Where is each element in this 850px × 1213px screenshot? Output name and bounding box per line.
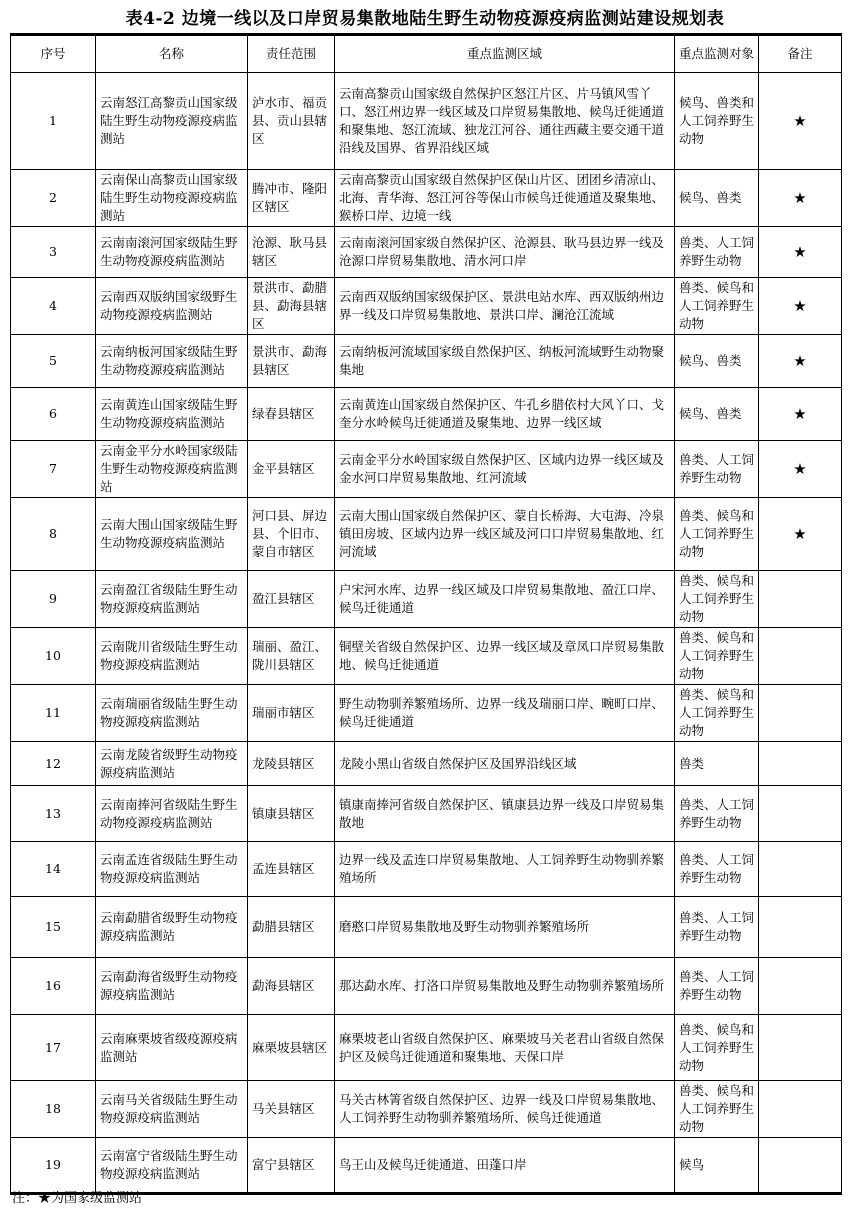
table-row xyxy=(11,388,842,441)
table-row xyxy=(11,335,842,388)
cell-remark: ★ xyxy=(759,278,842,335)
cell-area: 野生动物驯养繁殖场所、边界一线及瑞丽口岸、畹町口岸、候鸟迁徙通道 xyxy=(335,685,675,742)
cell-no: 18 xyxy=(11,1081,96,1138)
table-row xyxy=(11,842,842,897)
cell-area: 云南金平分水岭国家级自然保护区、区域内边界一线区域及金水河口岸贸易集散地、红河流域 xyxy=(335,441,675,498)
table-row xyxy=(11,227,842,278)
cell-remark xyxy=(759,742,842,786)
cell-target: 兽类、候鸟和人工饲养野生动物 xyxy=(675,571,759,628)
cell-target: 候鸟 xyxy=(675,1138,759,1194)
table-row xyxy=(11,571,842,628)
cell-area: 云南高黎贡山国家级自然保护区保山片区、团团乡清凉山、北海、青华海、怒江河谷等保山市候鸟迁徙通道及聚集地、猴桥口岸、边境一线 xyxy=(335,170,675,227)
cell-name: 云南麻栗坡省级疫源疫病监测站 xyxy=(96,1015,248,1081)
header-row xyxy=(11,35,842,73)
table-row xyxy=(11,170,842,227)
header-remark: 备注 xyxy=(759,35,842,73)
header-target: 重点监测对象 xyxy=(675,35,759,73)
cell-name: 云南盈江省级陆生野生动物疫源疫病监测站 xyxy=(96,571,248,628)
cell-name: 云南勐海省级野生动物疫源疫病监测站 xyxy=(96,958,248,1015)
table-row xyxy=(11,73,842,170)
cell-name: 云南陇川省级陆生野生动物疫源疫病监测站 xyxy=(96,628,248,685)
cell-scope: 景洪市、勐腊县、勐海县辖区 xyxy=(248,278,335,335)
cell-remark: ★ xyxy=(759,227,842,278)
cell-target: 兽类、人工饲养野生动物 xyxy=(675,786,759,842)
cell-target: 兽类、人工饲养野生动物 xyxy=(675,441,759,498)
cell-remark: ★ xyxy=(759,170,842,227)
table-note: 注：★为国家级监测站 xyxy=(12,1191,143,1206)
cell-no: 4 xyxy=(11,278,96,335)
cell-scope: 麻栗坡县辖区 xyxy=(248,1015,335,1081)
cell-name: 云南保山高黎贡山国家级陆生野生动物疫源疫病监测站 xyxy=(96,170,248,227)
cell-no: 16 xyxy=(11,958,96,1015)
cell-no: 1 xyxy=(11,73,96,170)
cell-target: 候鸟、兽类 xyxy=(675,335,759,388)
cell-no: 9 xyxy=(11,571,96,628)
table-row xyxy=(11,897,842,958)
cell-area: 鸟王山及候鸟迁徙通道、田蓬口岸 xyxy=(335,1138,675,1194)
cell-scope: 瑞丽、盈江、陇川县辖区 xyxy=(248,628,335,685)
cell-remark xyxy=(759,1015,842,1081)
cell-target: 兽类 xyxy=(675,742,759,786)
table-row xyxy=(11,278,842,335)
cell-no: 10 xyxy=(11,628,96,685)
cell-scope: 金平县辖区 xyxy=(248,441,335,498)
cell-area: 麻栗坡老山省级自然保护区、麻栗坡马关老君山省级自然保护区及候鸟迁徙通道和聚集地、天保口岸 xyxy=(335,1015,675,1081)
cell-scope: 勐海县辖区 xyxy=(248,958,335,1015)
table-row xyxy=(11,628,842,685)
cell-scope: 勐腊县辖区 xyxy=(248,897,335,958)
cell-name: 云南黄连山国家级陆生野生动物疫源疫病监测站 xyxy=(96,388,248,441)
cell-area: 云南纳板河流域国家级自然保护区、纳板河流域野生动物聚集地 xyxy=(335,335,675,388)
cell-area: 镇康南捧河省级自然保护区、镇康县边界一线及口岸贸易集散地 xyxy=(335,786,675,842)
cell-target: 兽类、候鸟和人工饲养野生动物 xyxy=(675,1015,759,1081)
cell-name: 云南金平分水岭国家级陆生野生动物疫源疫病监测站 xyxy=(96,441,248,498)
cell-scope: 绿春县辖区 xyxy=(248,388,335,441)
cell-no: 5 xyxy=(11,335,96,388)
cell-scope: 河口县、屏边县、个旧市、蒙自市辖区 xyxy=(248,498,335,571)
cell-scope: 泸水市、福贡县、贡山县辖区 xyxy=(248,73,335,170)
cell-name: 云南西双版纳国家级野生动物疫源疫病监测站 xyxy=(96,278,248,335)
cell-scope: 龙陵县辖区 xyxy=(248,742,335,786)
header-area: 重点监测区域 xyxy=(335,35,675,73)
cell-no: 13 xyxy=(11,786,96,842)
cell-area: 龙陵小黑山省级自然保护区及国界沿线区域 xyxy=(335,742,675,786)
table-row xyxy=(11,441,842,498)
cell-area: 磨憨口岸贸易集散地及野生动物驯养繁殖场所 xyxy=(335,897,675,958)
cell-name: 云南富宁省级陆生野生动物疫源疫病监测站 xyxy=(96,1138,248,1194)
cell-name: 云南勐腊省级野生动物疫源疫病监测站 xyxy=(96,897,248,958)
cell-area: 云南大围山国家级自然保护区、蒙自长桥海、大屯海、冷泉镇田房坡、区域内边界一线区域及河口口岸贸易集散地、红河流域 xyxy=(335,498,675,571)
cell-no: 8 xyxy=(11,498,96,571)
cell-scope: 盈江县辖区 xyxy=(248,571,335,628)
cell-no: 3 xyxy=(11,227,96,278)
cell-remark: ★ xyxy=(759,441,842,498)
cell-name: 云南怒江高黎贡山国家级陆生野生动物疫源疫病监测站 xyxy=(96,73,248,170)
cell-no: 11 xyxy=(11,685,96,742)
header-scope: 责任范围 xyxy=(248,35,335,73)
table-row xyxy=(11,1081,842,1138)
cell-area: 边界一线及孟连口岸贸易集散地、人工饲养野生动物驯养繁殖场所 xyxy=(335,842,675,897)
cell-no: 2 xyxy=(11,170,96,227)
cell-area: 云南黄连山国家级自然保护区、牛孔乡腊依村大风丫口、戈奎分水岭候鸟迁徙通道及聚集地、边界一线区域 xyxy=(335,388,675,441)
cell-name: 云南南捧河省级陆生野生动物疫源疫病监测站 xyxy=(96,786,248,842)
cell-target: 兽类、候鸟和人工饲养野生动物 xyxy=(675,628,759,685)
table-row xyxy=(11,498,842,571)
cell-no: 17 xyxy=(11,1015,96,1081)
header-name: 名称 xyxy=(96,35,248,73)
cell-no: 14 xyxy=(11,842,96,897)
cell-scope: 镇康县辖区 xyxy=(248,786,335,842)
cell-no: 15 xyxy=(11,897,96,958)
cell-scope: 景洪市、勐海县辖区 xyxy=(248,335,335,388)
cell-remark: ★ xyxy=(759,335,842,388)
cell-name: 云南南滚河国家级陆生野生动物疫源疫病监测站 xyxy=(96,227,248,278)
cell-name: 云南大围山国家级陆生野生动物疫源疫病监测站 xyxy=(96,498,248,571)
cell-scope: 马关县辖区 xyxy=(248,1081,335,1138)
cell-no: 19 xyxy=(11,1138,96,1194)
cell-no: 12 xyxy=(11,742,96,786)
cell-area: 户宋河水库、边界一线区域及口岸贸易集散地、盈江口岸、候鸟迁徙通道 xyxy=(335,571,675,628)
cell-target: 候鸟、兽类 xyxy=(675,170,759,227)
cell-target: 兽类、候鸟和人工饲养野生动物 xyxy=(675,685,759,742)
cell-target: 兽类、人工饲养野生动物 xyxy=(675,227,759,278)
cell-area: 马关古林箐省级自然保护区、边界一线及口岸贸易集散地、人工饲养野生动物驯养繁殖场所、候鸟迁徙通道 xyxy=(335,1081,675,1138)
cell-remark xyxy=(759,842,842,897)
cell-scope: 腾冲市、隆阳区辖区 xyxy=(248,170,335,227)
cell-name: 云南纳板河国家级陆生野生动物疫源疫病监测站 xyxy=(96,335,248,388)
cell-name: 云南瑞丽省级陆生野生动物疫源疫病监测站 xyxy=(96,685,248,742)
cell-remark xyxy=(759,628,842,685)
header-no: 序号 xyxy=(11,35,96,73)
cell-target: 兽类、候鸟和人工饲养野生动物 xyxy=(675,1081,759,1138)
cell-remark xyxy=(759,786,842,842)
cell-target: 候鸟、兽类 xyxy=(675,388,759,441)
monitoring-station-table xyxy=(10,33,842,1195)
cell-remark: ★ xyxy=(759,73,842,170)
cell-scope: 富宁县辖区 xyxy=(248,1138,335,1194)
cell-target: 兽类、人工饲养野生动物 xyxy=(675,897,759,958)
table-row xyxy=(11,786,842,842)
cell-no: 6 xyxy=(11,388,96,441)
cell-name: 云南马关省级陆生野生动物疫源疫病监测站 xyxy=(96,1081,248,1138)
cell-remark xyxy=(759,1081,842,1138)
cell-remark: ★ xyxy=(759,388,842,441)
table-title: 表4-2 边境一线以及口岸贸易集散地陆生野生动物疫源疫病监测站建设规划表 xyxy=(125,9,725,29)
cell-target: 兽类、候鸟和人工饲养野生动物 xyxy=(675,498,759,571)
cell-area: 铜壁关省级自然保护区、边界一线区域及章凤口岸贸易集散地、候鸟迁徙通道 xyxy=(335,628,675,685)
table-row xyxy=(11,742,842,786)
cell-target: 兽类、人工饲养野生动物 xyxy=(675,958,759,1015)
table-row xyxy=(11,685,842,742)
cell-area: 云南西双版纳国家级保护区、景洪电站水库、西双版纳州边界一线及口岸贸易集散地、景洪口岸、澜沧江流域 xyxy=(335,278,675,335)
cell-remark xyxy=(759,958,842,1015)
table-row xyxy=(11,958,842,1015)
cell-scope: 沧源、耿马县辖区 xyxy=(248,227,335,278)
table-row xyxy=(11,1138,842,1194)
table-row xyxy=(11,1015,842,1081)
cell-target: 兽类、人工饲养野生动物 xyxy=(675,842,759,897)
cell-scope: 瑞丽市辖区 xyxy=(248,685,335,742)
cell-remark xyxy=(759,685,842,742)
cell-scope: 孟连县辖区 xyxy=(248,842,335,897)
cell-area: 那达勐水库、打洛口岸贸易集散地及野生动物驯养繁殖场所 xyxy=(335,958,675,1015)
cell-remark xyxy=(759,897,842,958)
cell-area: 云南南滚河国家级自然保护区、沧源县、耿马县边界一线及沧源口岸贸易集散地、清水河口岸 xyxy=(335,227,675,278)
cell-remark xyxy=(759,1138,842,1194)
cell-remark: ★ xyxy=(759,498,842,571)
cell-name: 云南孟连省级陆生野生动物疫源疫病监测站 xyxy=(96,842,248,897)
cell-target: 兽类、候鸟和人工饲养野生动物 xyxy=(675,278,759,335)
cell-target: 候鸟、兽类和人工饲养野生动物 xyxy=(675,73,759,170)
cell-area: 云南高黎贡山国家级自然保护区怒江片区、片马镇风雪丫口、怒江州边界一线区域及口岸贸易集散地、候鸟迁徙通道和聚集地、怒江流域、独龙江河谷、通往西藏主要交通干道沿线及国界、省界沿线区域 xyxy=(335,73,675,170)
cell-name: 云南龙陵省级野生动物疫源疫病监测站 xyxy=(96,742,248,786)
cell-remark xyxy=(759,571,842,628)
cell-no: 7 xyxy=(11,441,96,498)
